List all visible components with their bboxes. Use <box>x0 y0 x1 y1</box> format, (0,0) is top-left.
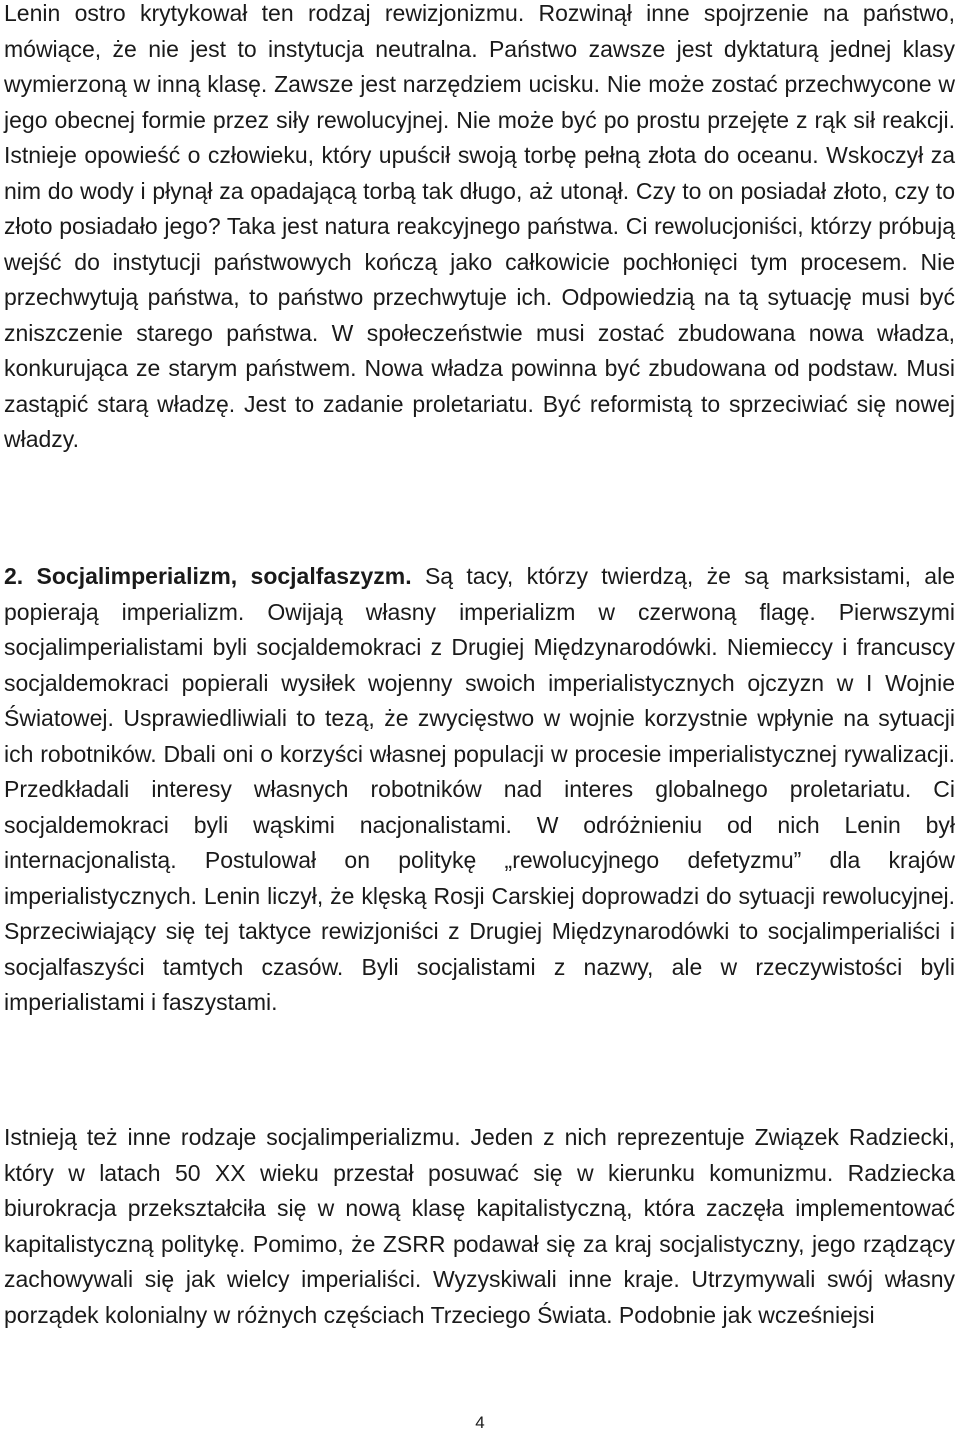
paragraph-other-types: Istnieją też inne rodzaje socjalimperializmu. Jeden z nich reprezentuje Związek Radziecki, który w latach 50 XX wieku przestał posuwać się w kierunku komunizmu. Radziecka biurokracja przekształciła się w nową klasę kapitalistyczną, która zaczęła implementować kapitalistyczną politykę. Pomimo, że ZSRR podawał się za kraj socjalistyczny, jego rządzący zachowywali się jak wielcy imperialiści. Wyzyskiwali inne kraje. Utrzymywali swój własny porządek kolonialny w różnych częściach Trzeciego Świata. Podobnie jak wcześniejsi <box>4 1124 955 1328</box>
section-heading: 2. Socjalimperializm, socjalfaszyzm. <box>4 563 412 589</box>
page-number: 4 <box>475 1413 485 1432</box>
paragraph-lenin-state: Lenin ostro krytykował ten rodzaj rewizjonizmu. Rozwinął inne spojrzenie na państwo, mówiące, że nie jest to instytucja neutralna. Państwo zawsze jest dyktaturą jednej klasy wymierzoną w inną klasę. Zawsze jest narzędziem ucisku. Nie może zostać przechwycone w jego obecnej formie przez siły rewolucyjnej. Nie może być po prostu przejęte z rąk sił reakcji. Istnieje opowieść o człowieku, który upuścił swoją torbę pełną złota do oceanu. Wskoczył za nim do wody i płynął za opadającą torbą tak długo, aż utonął. Czy to on posiadał złoto, czy to złoto posiadało jego? Taka jest natura reakcyjnego państwa. Ci rewolucjoniści, którzy próbują wejść do instytucji państwowych kończą jako całkowicie pochłonięci tym procesem. Nie przechwytują państwa, to państwo przechwytuje ich. Odpowiedzią na tą sytuację musi być zniszczenie starego państwa. W społeczeństwie musi zostać zbudowana nowa władza, konkurująca ze starym państwem. Nowa władza powinna być zbudowana od podstaw. Musi zastąpić starą władzę. Jest to zadanie proletariatu. Być reformistą to sprzeciwiać się nowej władzy. <box>4 0 955 452</box>
paragraph-body: Są tacy, którzy twierdzą, że są marksistami, ale popierają imperializm. Owijają własny imperializm w czerwoną flagę. Pierwszymi socjalimperialistami byli socjaldemokraci z Drugiej Międzynarodówki. Niemieccy i francuscy socjaldemokraci popierali wysiłek wojenny swoich imperialistycznych ojczyzn w I Wojnie Światowej. Usprawiedliwiali to tezą, że zwycięstwo w wojnie korzystnie wpłynie na sytuacji ich robotników. Dbali oni o korzyści własnej populacji w procesie imperialistycznej rywalizacji. Przedkładali interesy własnych robotników nad interes globalnego proletariatu. Ci socjaldemokraci byli wąskimi nacjonalistami. W odróżnieniu od nich Lenin był internacjonalistą. Postulował on politykę „rewolucyjnego defetyzmu” dla krajów imperialistycznych. Lenin liczył, że klęską Rosji Carskiej doprowadzi do sytuacji rewolucyjnej. Sprzeciwiający się tej taktyce rewizjoniści z Drugiej Międzynarodówki to socjalimperialiści i socjalfaszyści tamtych czasów. Byli socjalistami z nazwy, ale w rzeczywistości byli imperialistami i faszystami. <box>4 563 955 1015</box>
paragraph-socialimperialism <box>4 559 955 1021</box>
